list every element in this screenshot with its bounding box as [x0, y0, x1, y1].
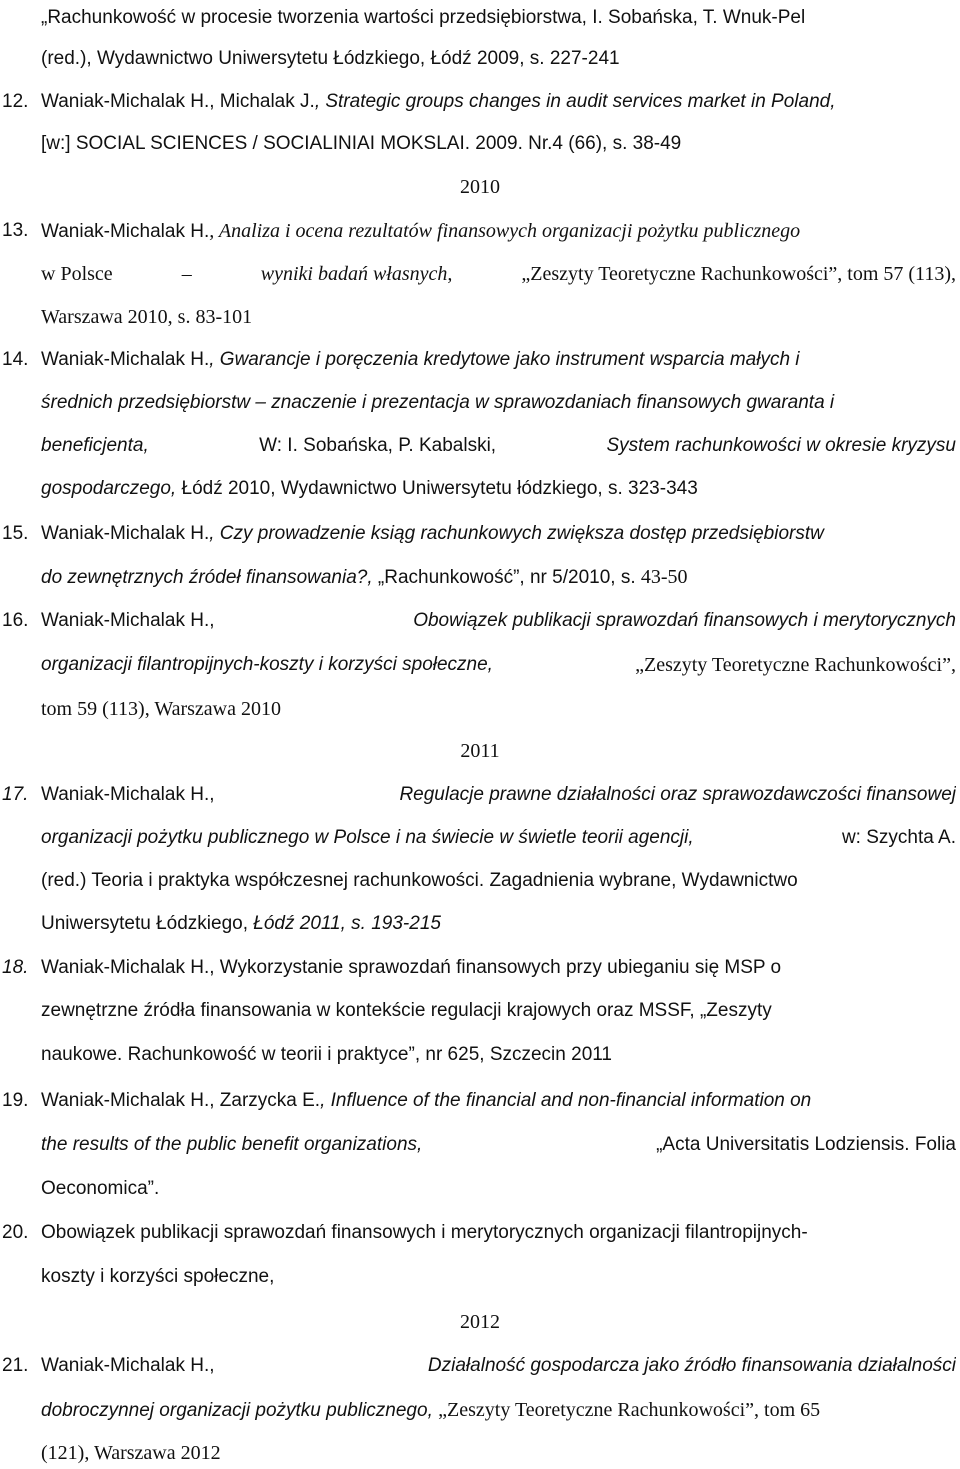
entry-19-line-3: Oeconomica”.	[41, 1178, 160, 1199]
entry-number: 21.	[2, 1355, 29, 1376]
continued-entry-line-2: (red.), Wydawnictwo Uniwersytetu Łódzkiego, Łódź 2009, s. 227-241	[41, 48, 620, 69]
entry-21-line-3: (121), Warszawa 2012	[41, 1442, 221, 1464]
entry-13-line-3: Warszawa 2010, s. 83-101	[41, 306, 253, 328]
entry-number: 15.	[2, 523, 29, 544]
entry-21-line-2: dobroczynnej organizacji pożytku publicznego, „Zeszyty Teoretyczne Rachunkowości”, tom 65	[41, 1399, 821, 1421]
entry-number: 16.	[2, 610, 29, 631]
entry-16-line-1: Waniak-Michalak H., Obowiązek publikacji sprawozdań finansowych i merytorycznych	[41, 610, 956, 631]
entry-12-line-1: Waniak-Michalak H., Michalak J., Strategic groups changes in audit services market in Poland,	[41, 91, 836, 112]
entry-17-line-1: Waniak-Michalak H., Regulacje prawne działalności oraz sprawozdawczości finansowej	[41, 784, 956, 805]
entry-20-line-2: koszty i korzyści społeczne,	[41, 1266, 275, 1287]
entry-14-line-2: średnich przedsiębiorstw – znaczenie i prezentacja w sprawozdaniach finansowych gwaranta i	[41, 392, 835, 413]
year-heading-2012: 2012	[460, 1311, 500, 1333]
entry-20-line-1: Obowiązek publikacji sprawozdań finansowych i merytorycznych organizacji filantropijnych-	[41, 1222, 808, 1243]
entry-16-line-3: tom 59 (113), Warszawa 2010	[41, 698, 281, 720]
entry-14-line-4: gospodarczego, Łódź 2010, Wydawnictwo Uniwersytetu łódzkiego, s. 323-343	[41, 478, 698, 499]
entry-15-line-1: Waniak-Michalak H., Czy prowadzenie ksiąg rachunkowych zwiększa dostęp przedsiębiorstw	[41, 523, 824, 544]
continued-text: „Rachunkowość w procesie tworzenia wartości przedsiębiorstwa, I. Sobańska, T. Wnuk-Pel	[41, 7, 806, 28]
entry-18-line-2: zewnętrzne źródła finansowania w kontekście regulacji krajowych oraz MSSF, „Zeszyty	[41, 1000, 772, 1021]
continued-entry-line-1	[41, 3, 956, 33]
year-heading-2011: 2011	[460, 740, 500, 762]
entry-18-line-1: Waniak-Michalak H., Wykorzystanie sprawozdań finansowych przy ubieganiu się MSP o	[41, 957, 782, 978]
entry-17-line-3: (red.) Teoria i praktyka współczesnej rachunkowości. Zagadnienia wybrane, Wydawnictwo	[41, 870, 798, 891]
entry-19-line-2: the results of the public benefit organizations, „Acta Universitatis Lodziensis. Folia	[41, 1134, 956, 1155]
entry-12-line-2: [w:] SOCIAL SCIENCES / SOCIALINIAI MOKSLAI. 2009. Nr.4 (66), s. 38-49	[41, 133, 682, 154]
entry-14-line-3: beneficjenta, W: I. Sobańska, P. Kabalski, System rachunkowości w okresie kryzysu	[41, 435, 956, 456]
entry-18-line-3: naukowe. Rachunkowość w teorii i praktyce”, nr 625, Szczecin 2011	[41, 1044, 612, 1065]
entry-number: 18.	[2, 957, 29, 978]
entry-19-line-1: Waniak-Michalak H., Zarzycka E., Influence of the financial and non-financial information on	[41, 1090, 812, 1111]
entry-15-line-2: do zewnętrznych źródeł finansowania?, „Rachunkowość”, nr 5/2010, s. 43-50	[41, 566, 688, 588]
entry-17-line-4: Uniwersytetu Łódzkiego, Łódź 2011, s. 193-215	[41, 913, 441, 934]
entry-21-line-1: Waniak-Michalak H., Działalność gospodarcza jako źródło finansowania działalności	[41, 1355, 956, 1376]
entry-number: 14.	[2, 349, 29, 370]
entry-number: 12.	[2, 91, 29, 112]
entry-number: 19.	[2, 1090, 29, 1111]
entry-13-line-2: w Polsce – wyniki badań własnych, „Zeszyty Teoretyczne Rachunkowości”, tom 57 (113),	[41, 263, 956, 285]
entry-13-line-1: Waniak-Michalak H., Analiza i ocena rezultatów finansowych organizacji pożytku publicznego	[41, 220, 801, 242]
entry-14-line-1: Waniak-Michalak H., Gwarancje i poręczenia kredytowe jako instrument wsparcia małych i	[41, 349, 800, 370]
year-heading-2010: 2010	[460, 176, 500, 198]
entry-number: 17.	[2, 784, 29, 805]
entry-17-line-2: organizacji pożytku publicznego w Polsce i na świecie w świetle teorii agencji, w: Szychta A.	[41, 827, 956, 848]
entry-16-line-2: organizacji filantropijnych-koszty i korzyści społeczne, „Zeszyty Teoretyczne Rachunkowości”,	[41, 654, 956, 676]
entry-number: 20.	[2, 1222, 29, 1243]
entry-number: 13.	[2, 220, 29, 241]
